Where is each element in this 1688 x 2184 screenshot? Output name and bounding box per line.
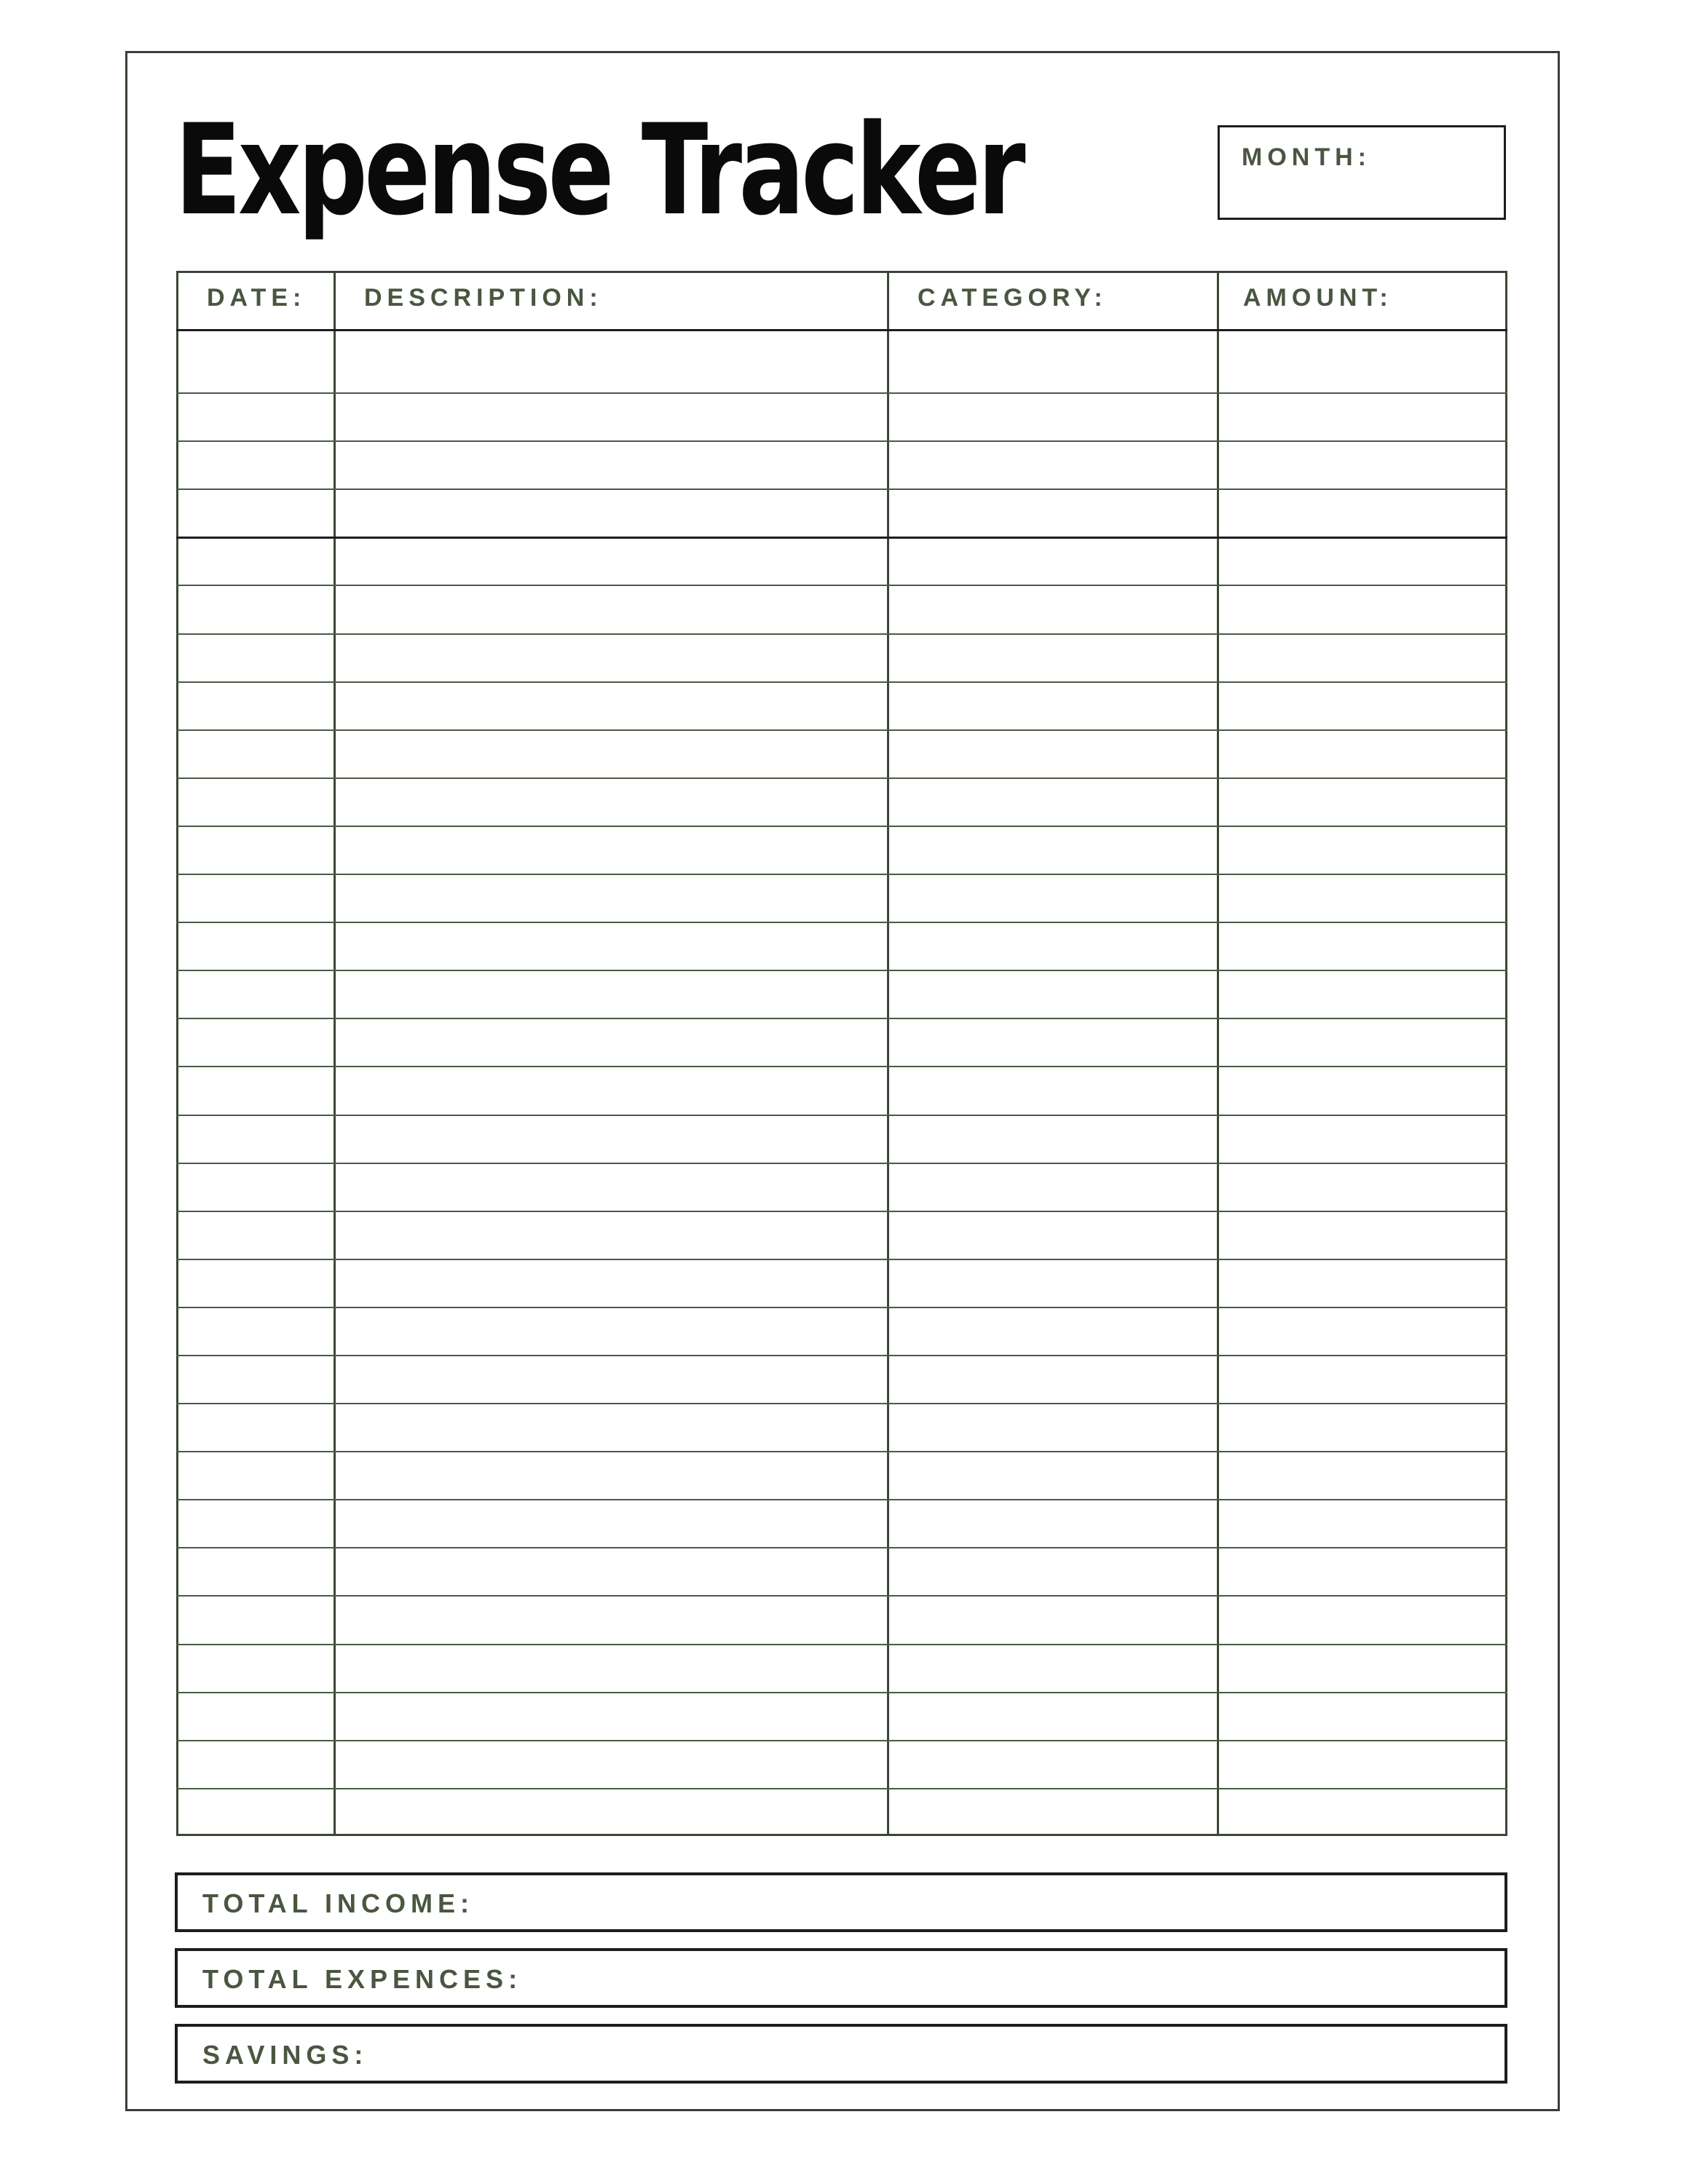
table-row — [176, 778, 1507, 779]
table-row — [176, 633, 1507, 635]
table-row — [176, 970, 1507, 971]
table-row — [176, 681, 1507, 683]
table-row — [176, 537, 1507, 539]
savings-field[interactable] — [175, 2024, 1507, 2084]
table-row — [176, 440, 1507, 442]
table-row — [176, 488, 1507, 490]
expense-table — [176, 271, 1507, 1836]
column-divider — [887, 271, 889, 1836]
column-header-description: DESCRIPTION: — [364, 284, 603, 312]
table-row — [176, 1307, 1507, 1308]
table-row — [176, 1595, 1507, 1597]
table-border — [176, 271, 1507, 1836]
savings-label: SAVINGS: — [202, 2040, 368, 2070]
table-row — [176, 874, 1507, 875]
table-row — [176, 1018, 1507, 1019]
table-row — [176, 1740, 1507, 1741]
table-row — [176, 329, 1507, 331]
column-divider — [334, 271, 336, 1836]
total-expenses-label: TOTAL EXPENCES: — [202, 1964, 523, 1994]
table-row — [176, 1644, 1507, 1645]
table-row — [176, 1163, 1507, 1164]
column-divider — [1217, 271, 1219, 1836]
column-header-date: DATE: — [207, 284, 307, 312]
month-field[interactable] — [1218, 125, 1506, 220]
table-row — [176, 1403, 1507, 1404]
page-title: Expense Tracker — [175, 97, 1022, 243]
table-row — [176, 729, 1507, 731]
table-row — [176, 1788, 1507, 1789]
column-header-category: CATEGORY: — [918, 284, 1108, 312]
month-label: MONTH: — [1242, 143, 1371, 171]
table-row — [176, 1211, 1507, 1212]
table-row — [176, 922, 1507, 923]
table-row — [176, 392, 1507, 394]
table-row — [176, 1692, 1507, 1693]
table-row — [176, 1259, 1507, 1260]
table-row — [176, 1066, 1507, 1067]
column-header-amount: AMOUNT: — [1243, 284, 1393, 312]
table-row — [176, 1355, 1507, 1356]
table-row — [176, 826, 1507, 827]
table-row — [176, 585, 1507, 586]
total-income-field[interactable] — [175, 1872, 1507, 1932]
table-row — [176, 1451, 1507, 1452]
table-row — [176, 1547, 1507, 1548]
total-expenses-field[interactable] — [175, 1948, 1507, 2008]
table-row — [176, 1115, 1507, 1116]
table-row — [176, 1499, 1507, 1500]
total-income-label: TOTAL INCOME: — [202, 1888, 474, 1918]
